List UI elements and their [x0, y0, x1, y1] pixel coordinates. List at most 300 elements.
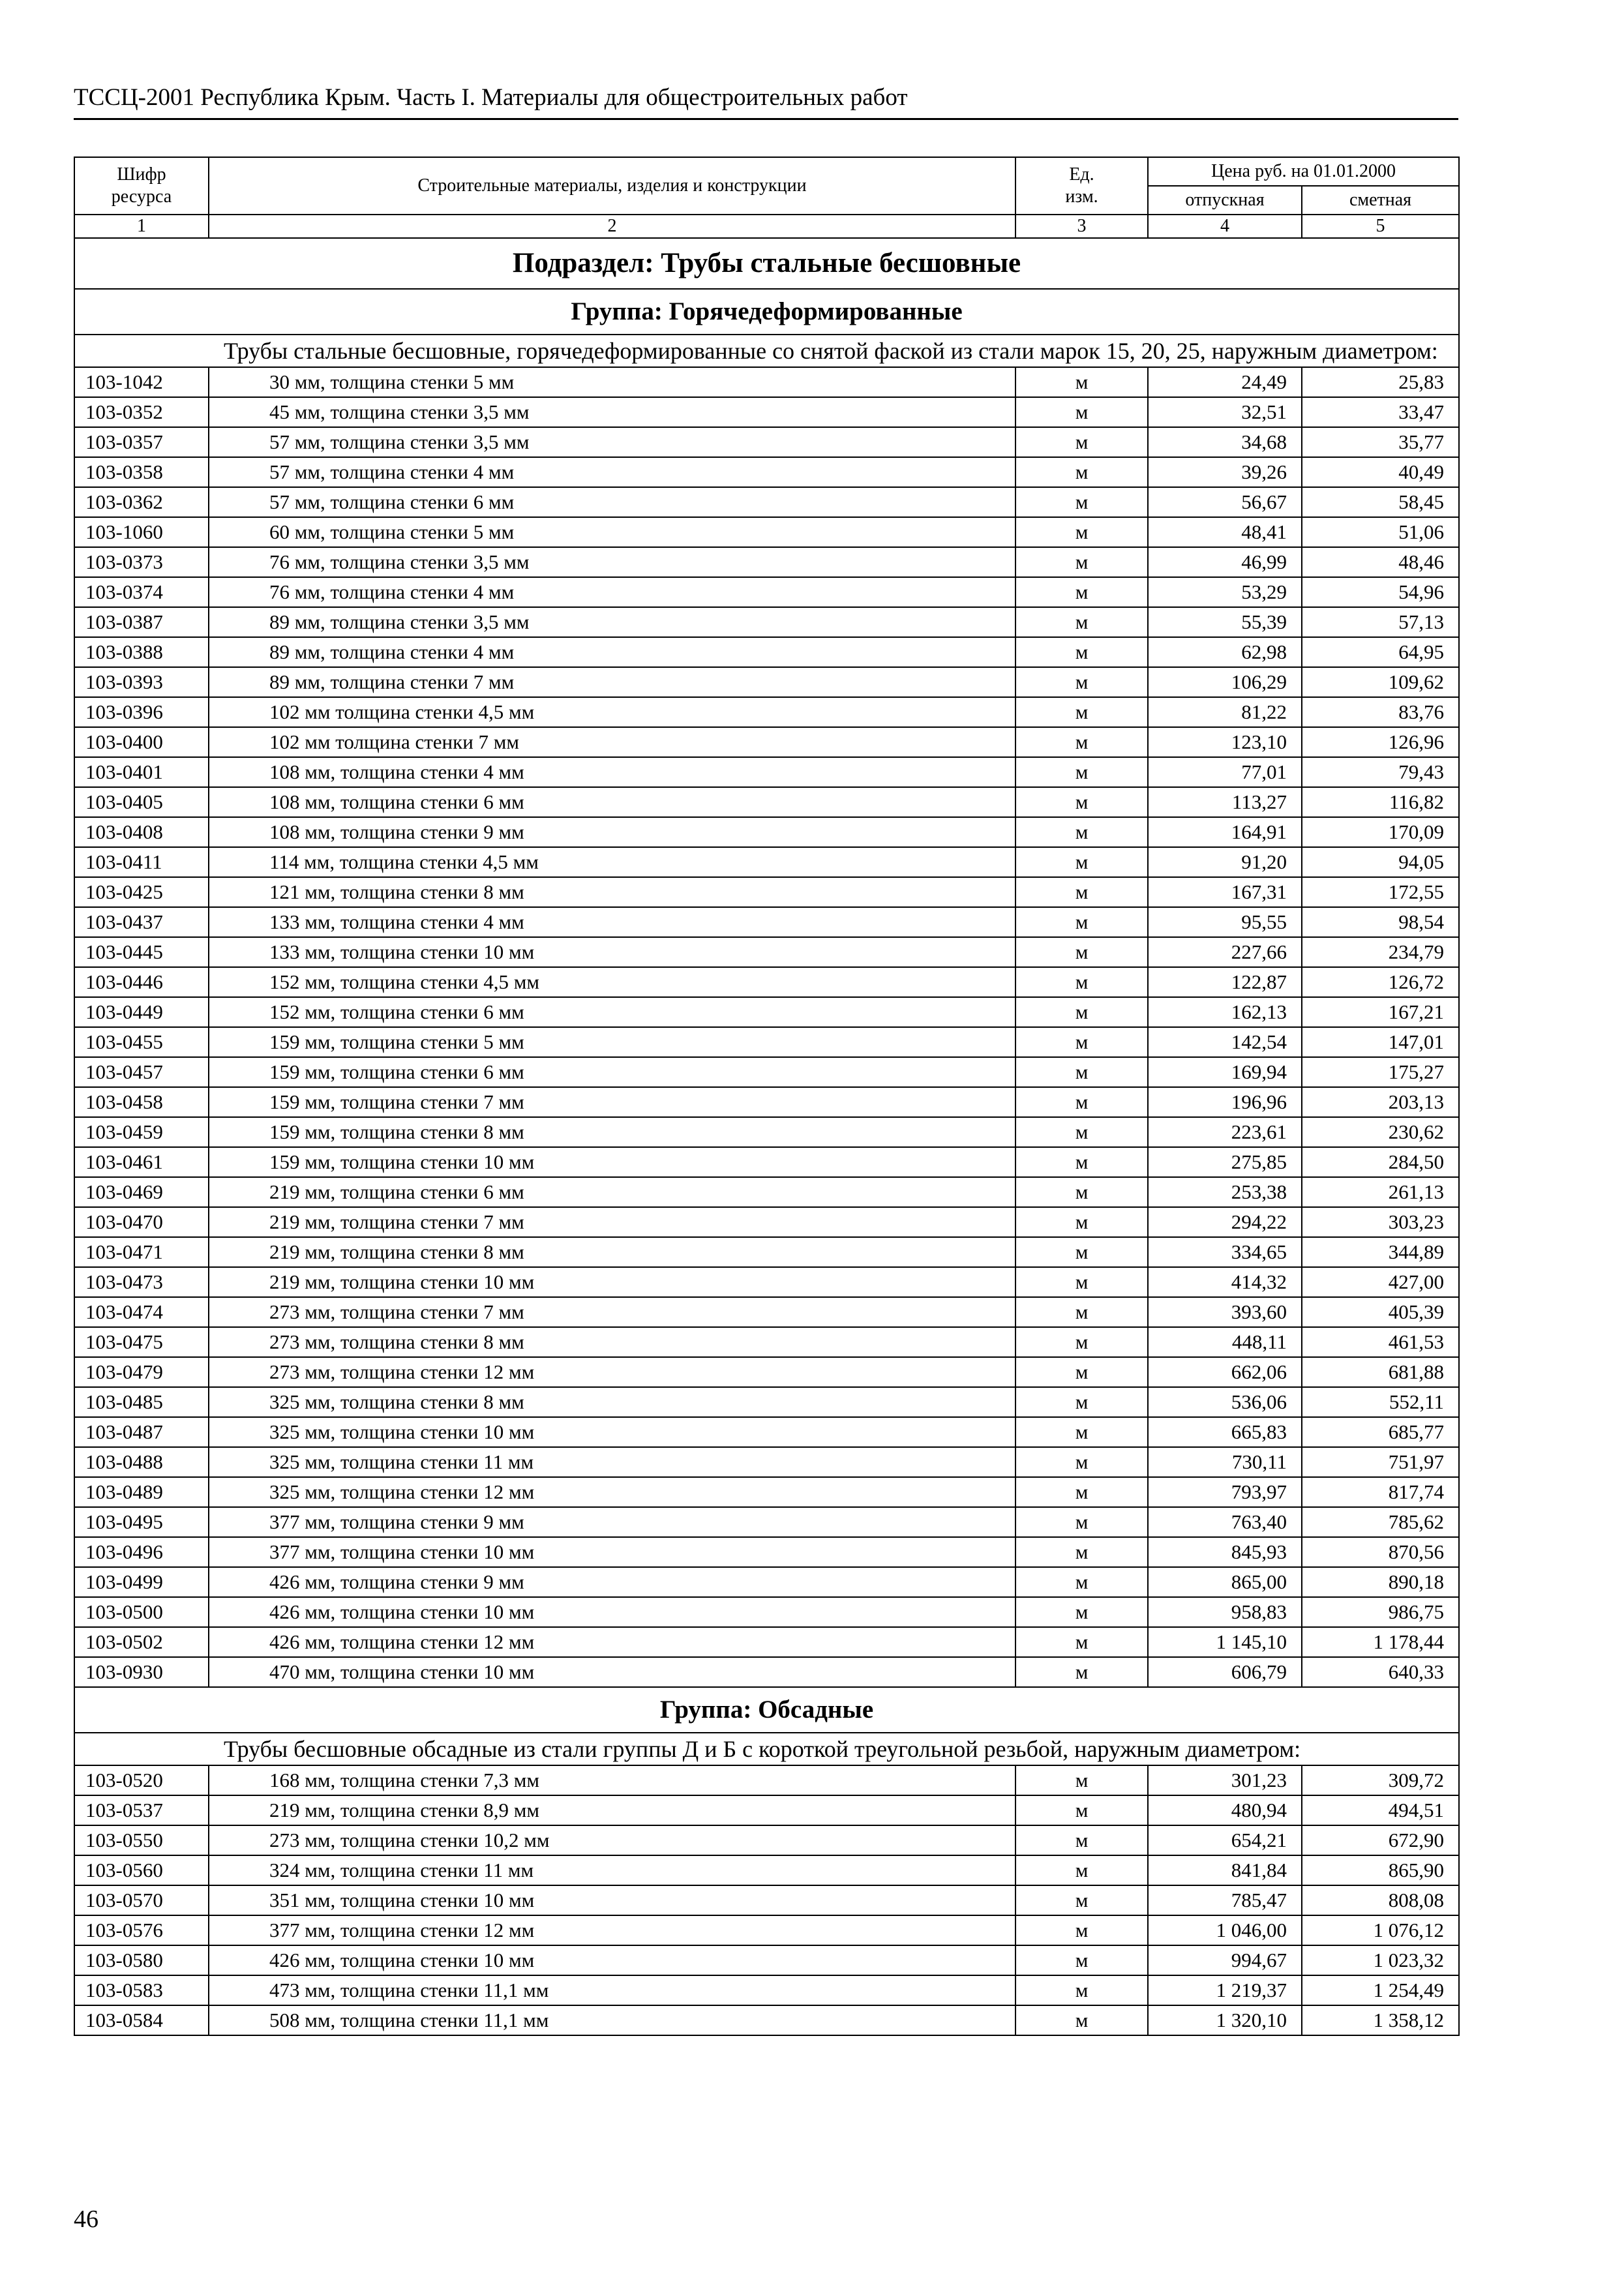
table-row	[74, 1795, 1459, 1825]
header-name: Строительные материалы, изделия и конструкции	[209, 157, 1015, 215]
material-name: 57 мм, толщина стенки 3,5 мм	[209, 427, 1015, 457]
unit: м	[1015, 1267, 1148, 1297]
material-name: 470 мм, толщина стенки 10 мм	[209, 1657, 1015, 1687]
table-row	[74, 1507, 1459, 1537]
unit: м	[1015, 1027, 1148, 1057]
resource-code: 103-0458	[74, 1087, 209, 1117]
price-release: 536,06	[1148, 1387, 1302, 1417]
price-estimate: 870,56	[1302, 1537, 1459, 1567]
resource-code: 103-0485	[74, 1387, 209, 1417]
price-estimate: 25,83	[1302, 367, 1459, 397]
table-row	[74, 1975, 1459, 2005]
unit: м	[1015, 1357, 1148, 1387]
price-release: 480,94	[1148, 1795, 1302, 1825]
unit: м	[1015, 1915, 1148, 1945]
unit: м	[1015, 757, 1148, 787]
price-release: 123,10	[1148, 727, 1302, 757]
group-row	[74, 289, 1459, 335]
table-row	[74, 877, 1459, 907]
table-row	[74, 1357, 1459, 1387]
material-name: 108 мм, толщина стенки 4 мм	[209, 757, 1015, 787]
group-row	[74, 1687, 1459, 1733]
material-name: 114 мм, толщина стенки 4,5 мм	[209, 847, 1015, 877]
resource-code: 103-0500	[74, 1597, 209, 1627]
price-release: 448,11	[1148, 1327, 1302, 1357]
resource-code: 103-0499	[74, 1567, 209, 1597]
price-release: 994,67	[1148, 1945, 1302, 1975]
resource-code: 103-0487	[74, 1417, 209, 1447]
table-row	[74, 517, 1459, 547]
price-release: 91,20	[1148, 847, 1302, 877]
unit: м	[1015, 817, 1148, 847]
price-release: 167,31	[1148, 877, 1302, 907]
resource-code: 103-0560	[74, 1855, 209, 1885]
resource-code: 103-0520	[74, 1765, 209, 1795]
material-name: 121 мм, толщина стенки 8 мм	[209, 877, 1015, 907]
price-release: 841,84	[1148, 1855, 1302, 1885]
unit: м	[1015, 967, 1148, 997]
price-release: 162,13	[1148, 997, 1302, 1027]
material-name: 133 мм, толщина стенки 4 мм	[209, 907, 1015, 937]
price-estimate: 98,54	[1302, 907, 1459, 937]
price-release: 77,01	[1148, 757, 1302, 787]
table-row	[74, 1117, 1459, 1147]
table-row	[74, 1477, 1459, 1507]
table-row	[74, 997, 1459, 1027]
price-estimate: 681,88	[1302, 1357, 1459, 1387]
price-release: 34,68	[1148, 427, 1302, 457]
price-estimate: 33,47	[1302, 397, 1459, 427]
unit: м	[1015, 1387, 1148, 1417]
table-row	[74, 937, 1459, 967]
price-estimate: 35,77	[1302, 427, 1459, 457]
price-release: 785,47	[1148, 1885, 1302, 1915]
material-name: 102 мм толщина стенки 4,5 мм	[209, 697, 1015, 727]
price-table	[74, 157, 1460, 2036]
material-name: 473 мм, толщина стенки 11,1 мм	[209, 1975, 1015, 2005]
resource-code: 103-0470	[74, 1207, 209, 1237]
price-estimate: 1 178,44	[1302, 1627, 1459, 1657]
header-price: Цена руб. на 01.01.2000	[1148, 157, 1459, 186]
unit: м	[1015, 1537, 1148, 1567]
price-release: 1 320,10	[1148, 2005, 1302, 2035]
unit: м	[1015, 937, 1148, 967]
unit: м	[1015, 1147, 1148, 1177]
resource-code: 103-0449	[74, 997, 209, 1027]
price-estimate: 427,00	[1302, 1267, 1459, 1297]
unit: м	[1015, 697, 1148, 727]
page-number: 46	[74, 2206, 98, 2233]
table-row	[74, 457, 1459, 487]
material-name: 273 мм, толщина стенки 8 мм	[209, 1327, 1015, 1357]
price-release: 606,79	[1148, 1657, 1302, 1687]
table-row	[74, 1237, 1459, 1267]
table-row	[74, 1297, 1459, 1327]
table-row	[74, 637, 1459, 667]
unit: м	[1015, 2005, 1148, 2035]
price-table-body	[74, 157, 1459, 2035]
table-row	[74, 1267, 1459, 1297]
price-estimate: 48,46	[1302, 547, 1459, 577]
unit: м	[1015, 1327, 1148, 1357]
table-row	[74, 1567, 1459, 1597]
price-release: 46,99	[1148, 547, 1302, 577]
unit: м	[1015, 397, 1148, 427]
group-description: Трубы стальные бесшовные, горячедеформированные со снятой фаской из стали марок 15, 20, 25, наружным диаметром:	[74, 335, 1459, 367]
price-estimate: 203,13	[1302, 1087, 1459, 1117]
price-estimate: 344,89	[1302, 1237, 1459, 1267]
running-head: ТССЦ-2001 Республика Крым. Часть I. Материалы для общестроительных работ	[74, 84, 908, 111]
table-row	[74, 727, 1459, 757]
unit: м	[1015, 1885, 1148, 1915]
material-name: 219 мм, толщина стенки 8,9 мм	[209, 1795, 1015, 1825]
price-estimate: 147,01	[1302, 1027, 1459, 1057]
unit: м	[1015, 847, 1148, 877]
material-name: 325 мм, толщина стенки 11 мм	[209, 1447, 1015, 1477]
resource-code: 103-0408	[74, 817, 209, 847]
resource-code: 103-0471	[74, 1237, 209, 1267]
price-estimate: 64,95	[1302, 637, 1459, 667]
header-price-release: отпускная	[1148, 186, 1302, 215]
unit: м	[1015, 427, 1148, 457]
resource-code: 103-0393	[74, 667, 209, 697]
group-title: Группа: Обсадные	[74, 1687, 1459, 1733]
resource-code: 103-0570	[74, 1885, 209, 1915]
table-row	[74, 607, 1459, 637]
resource-code: 103-1042	[74, 367, 209, 397]
table-row	[74, 2005, 1459, 2035]
resource-code: 103-0387	[74, 607, 209, 637]
material-name: 30 мм, толщина стенки 5 мм	[209, 367, 1015, 397]
material-name: 508 мм, толщина стенки 11,1 мм	[209, 2005, 1015, 2035]
price-estimate: 57,13	[1302, 607, 1459, 637]
resource-code: 103-0489	[74, 1477, 209, 1507]
group-description-row	[74, 1733, 1459, 1765]
unit: м	[1015, 1087, 1148, 1117]
header-price-estimate: сметная	[1302, 186, 1459, 215]
price-estimate: 303,23	[1302, 1207, 1459, 1237]
price-release: 414,32	[1148, 1267, 1302, 1297]
table-row	[74, 547, 1459, 577]
price-estimate: 1 076,12	[1302, 1915, 1459, 1945]
unit: м	[1015, 1177, 1148, 1207]
material-name: 89 мм, толщина стенки 3,5 мм	[209, 607, 1015, 637]
price-estimate: 494,51	[1302, 1795, 1459, 1825]
unit: м	[1015, 1975, 1148, 2005]
column-number: 1	[74, 215, 209, 238]
material-name: 57 мм, толщина стенки 6 мм	[209, 487, 1015, 517]
price-estimate: 175,27	[1302, 1057, 1459, 1087]
price-release: 113,27	[1148, 787, 1302, 817]
unit: м	[1015, 1795, 1148, 1825]
price-estimate: 51,06	[1302, 517, 1459, 547]
price-release: 665,83	[1148, 1417, 1302, 1447]
price-estimate: 109,62	[1302, 667, 1459, 697]
resource-code: 103-0473	[74, 1267, 209, 1297]
header-unit: Ед. изм.	[1015, 157, 1148, 215]
table-row	[74, 397, 1459, 427]
material-name: 152 мм, толщина стенки 4,5 мм	[209, 967, 1015, 997]
price-estimate: 172,55	[1302, 877, 1459, 907]
unit: м	[1015, 577, 1148, 607]
price-release: 662,06	[1148, 1357, 1302, 1387]
material-name: 351 мм, толщина стенки 10 мм	[209, 1885, 1015, 1915]
table-row	[74, 1057, 1459, 1087]
unit: м	[1015, 637, 1148, 667]
price-estimate: 58,45	[1302, 487, 1459, 517]
material-name: 168 мм, толщина стенки 7,3 мм	[209, 1765, 1015, 1795]
price-release: 253,38	[1148, 1177, 1302, 1207]
resource-code: 103-1060	[74, 517, 209, 547]
price-estimate: 461,53	[1302, 1327, 1459, 1357]
price-estimate: 234,79	[1302, 937, 1459, 967]
resource-code: 103-0474	[74, 1297, 209, 1327]
unit: м	[1015, 607, 1148, 637]
resource-code: 103-0461	[74, 1147, 209, 1177]
price-release: 164,91	[1148, 817, 1302, 847]
group-description: Трубы бесшовные обсадные из стали группы Д и Б с короткой треугольной резьбой, наружным диаметром:	[74, 1733, 1459, 1765]
table-row	[74, 907, 1459, 937]
group-title: Группа: Горячедеформированные	[74, 289, 1459, 335]
price-estimate: 817,74	[1302, 1477, 1459, 1507]
unit: м	[1015, 1855, 1148, 1885]
price-release: 81,22	[1148, 697, 1302, 727]
price-estimate: 640,33	[1302, 1657, 1459, 1687]
table-row	[74, 427, 1459, 457]
resource-code: 103-0495	[74, 1507, 209, 1537]
table-row	[74, 1627, 1459, 1657]
price-release: 793,97	[1148, 1477, 1302, 1507]
table-row	[74, 1417, 1459, 1447]
unit: м	[1015, 877, 1148, 907]
resource-code: 103-0469	[74, 1177, 209, 1207]
price-estimate: 54,96	[1302, 577, 1459, 607]
unit: м	[1015, 1945, 1148, 1975]
column-number: 4	[1148, 215, 1302, 238]
unit: м	[1015, 1237, 1148, 1267]
resource-code: 103-0576	[74, 1915, 209, 1945]
price-release: 62,98	[1148, 637, 1302, 667]
table-row	[74, 1597, 1459, 1627]
material-name: 426 мм, толщина стенки 10 мм	[209, 1945, 1015, 1975]
resource-code: 103-0475	[74, 1327, 209, 1357]
price-estimate: 685,77	[1302, 1417, 1459, 1447]
material-name: 159 мм, толщина стенки 5 мм	[209, 1027, 1015, 1057]
price-release: 1 219,37	[1148, 1975, 1302, 2005]
price-release: 142,54	[1148, 1027, 1302, 1057]
resource-code: 103-0583	[74, 1975, 209, 2005]
resource-code: 103-0502	[74, 1627, 209, 1657]
material-name: 219 мм, толщина стенки 7 мм	[209, 1207, 1015, 1237]
price-release: 1 145,10	[1148, 1627, 1302, 1657]
table-row	[74, 1915, 1459, 1945]
material-name: 89 мм, толщина стенки 4 мм	[209, 637, 1015, 667]
price-estimate: 94,05	[1302, 847, 1459, 877]
price-estimate: 1 254,49	[1302, 1975, 1459, 2005]
unit: м	[1015, 1657, 1148, 1687]
material-name: 219 мм, толщина стенки 10 мм	[209, 1267, 1015, 1297]
material-name: 377 мм, толщина стенки 9 мм	[209, 1507, 1015, 1537]
header-rule	[74, 118, 1458, 120]
resource-code: 103-0388	[74, 637, 209, 667]
table-header-row	[74, 157, 1459, 186]
price-estimate: 672,90	[1302, 1825, 1459, 1855]
price-estimate: 1 023,32	[1302, 1945, 1459, 1975]
price-release: 334,65	[1148, 1237, 1302, 1267]
unit: м	[1015, 907, 1148, 937]
table-row	[74, 1945, 1459, 1975]
resource-code: 103-0400	[74, 727, 209, 757]
table-row	[74, 1765, 1459, 1795]
unit: м	[1015, 547, 1148, 577]
resource-code: 103-0373	[74, 547, 209, 577]
price-estimate: 785,62	[1302, 1507, 1459, 1537]
price-release: 122,87	[1148, 967, 1302, 997]
resource-code: 103-0488	[74, 1447, 209, 1477]
resource-code: 103-0537	[74, 1795, 209, 1825]
unit: м	[1015, 1057, 1148, 1087]
price-release: 106,29	[1148, 667, 1302, 697]
material-name: 102 мм толщина стенки 7 мм	[209, 727, 1015, 757]
material-name: 89 мм, толщина стенки 7 мм	[209, 667, 1015, 697]
table-row	[74, 1387, 1459, 1417]
unit: м	[1015, 1765, 1148, 1795]
resource-code: 103-0411	[74, 847, 209, 877]
price-estimate: 751,97	[1302, 1447, 1459, 1477]
subsection-row	[74, 238, 1459, 289]
price-estimate: 230,62	[1302, 1117, 1459, 1147]
price-release: 169,94	[1148, 1057, 1302, 1087]
unit: м	[1015, 517, 1148, 547]
resource-code: 103-0445	[74, 937, 209, 967]
table-row	[74, 1207, 1459, 1237]
column-number: 2	[209, 215, 1015, 238]
resource-code: 103-0455	[74, 1027, 209, 1057]
material-name: 377 мм, толщина стенки 12 мм	[209, 1915, 1015, 1945]
resource-code: 103-0580	[74, 1945, 209, 1975]
resource-code: 103-0446	[74, 967, 209, 997]
price-release: 55,39	[1148, 607, 1302, 637]
unit: м	[1015, 997, 1148, 1027]
subsection-title: Подраздел: Трубы стальные бесшовные	[74, 238, 1459, 289]
price-release: 223,61	[1148, 1117, 1302, 1147]
column-number: 3	[1015, 215, 1148, 238]
price-estimate: 808,08	[1302, 1885, 1459, 1915]
price-release: 1 046,00	[1148, 1915, 1302, 1945]
resource-code: 103-0374	[74, 577, 209, 607]
unit: м	[1015, 457, 1148, 487]
header-code: Шифр ресурса	[74, 157, 209, 215]
price-estimate: 167,21	[1302, 997, 1459, 1027]
price-estimate: 890,18	[1302, 1567, 1459, 1597]
unit: м	[1015, 367, 1148, 397]
material-name: 45 мм, толщина стенки 3,5 мм	[209, 397, 1015, 427]
unit: м	[1015, 1825, 1148, 1855]
resource-code: 103-0425	[74, 877, 209, 907]
material-name: 219 мм, толщина стенки 8 мм	[209, 1237, 1015, 1267]
unit: м	[1015, 1477, 1148, 1507]
material-name: 426 мм, толщина стенки 10 мм	[209, 1597, 1015, 1627]
price-release: 393,60	[1148, 1297, 1302, 1327]
price-release: 48,41	[1148, 517, 1302, 547]
material-name: 324 мм, толщина стенки 11 мм	[209, 1855, 1015, 1885]
unit: м	[1015, 1627, 1148, 1657]
price-estimate: 865,90	[1302, 1855, 1459, 1885]
material-name: 426 мм, толщина стенки 9 мм	[209, 1567, 1015, 1597]
table-row	[74, 367, 1459, 397]
resource-code: 103-0479	[74, 1357, 209, 1387]
table-row	[74, 1087, 1459, 1117]
price-estimate: 309,72	[1302, 1765, 1459, 1795]
unit: м	[1015, 1117, 1148, 1147]
price-release: 56,67	[1148, 487, 1302, 517]
table-row	[74, 1825, 1459, 1855]
unit: м	[1015, 667, 1148, 697]
material-name: 159 мм, толщина стенки 7 мм	[209, 1087, 1015, 1117]
price-estimate: 40,49	[1302, 457, 1459, 487]
table-row	[74, 1327, 1459, 1357]
price-estimate: 284,50	[1302, 1147, 1459, 1177]
table-row	[74, 757, 1459, 787]
table-row	[74, 1537, 1459, 1567]
price-release: 730,11	[1148, 1447, 1302, 1477]
price-release: 32,51	[1148, 397, 1302, 427]
resource-code: 103-0930	[74, 1657, 209, 1687]
table-row	[74, 1885, 1459, 1915]
unit: м	[1015, 1207, 1148, 1237]
table-row	[74, 697, 1459, 727]
price-estimate: 552,11	[1302, 1387, 1459, 1417]
table-row	[74, 1177, 1459, 1207]
price-release: 227,66	[1148, 937, 1302, 967]
material-name: 57 мм, толщина стенки 4 мм	[209, 457, 1015, 487]
resource-code: 103-0401	[74, 757, 209, 787]
table-row	[74, 787, 1459, 817]
column-number-row	[74, 215, 1459, 238]
unit: м	[1015, 727, 1148, 757]
table-row	[74, 1027, 1459, 1057]
resource-code: 103-0396	[74, 697, 209, 727]
material-name: 159 мм, толщина стенки 10 мм	[209, 1147, 1015, 1177]
unit: м	[1015, 1597, 1148, 1627]
price-estimate: 79,43	[1302, 757, 1459, 787]
price-estimate: 170,09	[1302, 817, 1459, 847]
table-row	[74, 1447, 1459, 1477]
resource-code: 103-0357	[74, 427, 209, 457]
unit: м	[1015, 1507, 1148, 1537]
table-row	[74, 1657, 1459, 1687]
material-name: 76 мм, толщина стенки 4 мм	[209, 577, 1015, 607]
column-number: 5	[1302, 215, 1459, 238]
price-estimate: 126,72	[1302, 967, 1459, 997]
material-name: 60 мм, толщина стенки 5 мм	[209, 517, 1015, 547]
material-name: 159 мм, толщина стенки 6 мм	[209, 1057, 1015, 1087]
material-name: 133 мм, толщина стенки 10 мм	[209, 937, 1015, 967]
price-release: 845,93	[1148, 1537, 1302, 1567]
table-row	[74, 667, 1459, 697]
resource-code: 103-0358	[74, 457, 209, 487]
resource-code: 103-0405	[74, 787, 209, 817]
resource-code: 103-0459	[74, 1117, 209, 1147]
unit: м	[1015, 787, 1148, 817]
price-release: 865,00	[1148, 1567, 1302, 1597]
material-name: 325 мм, толщина стенки 8 мм	[209, 1387, 1015, 1417]
table-row	[74, 1147, 1459, 1177]
material-name: 273 мм, толщина стенки 12 мм	[209, 1357, 1015, 1387]
material-name: 159 мм, толщина стенки 8 мм	[209, 1117, 1015, 1147]
resource-code: 103-0496	[74, 1537, 209, 1567]
price-release: 53,29	[1148, 577, 1302, 607]
